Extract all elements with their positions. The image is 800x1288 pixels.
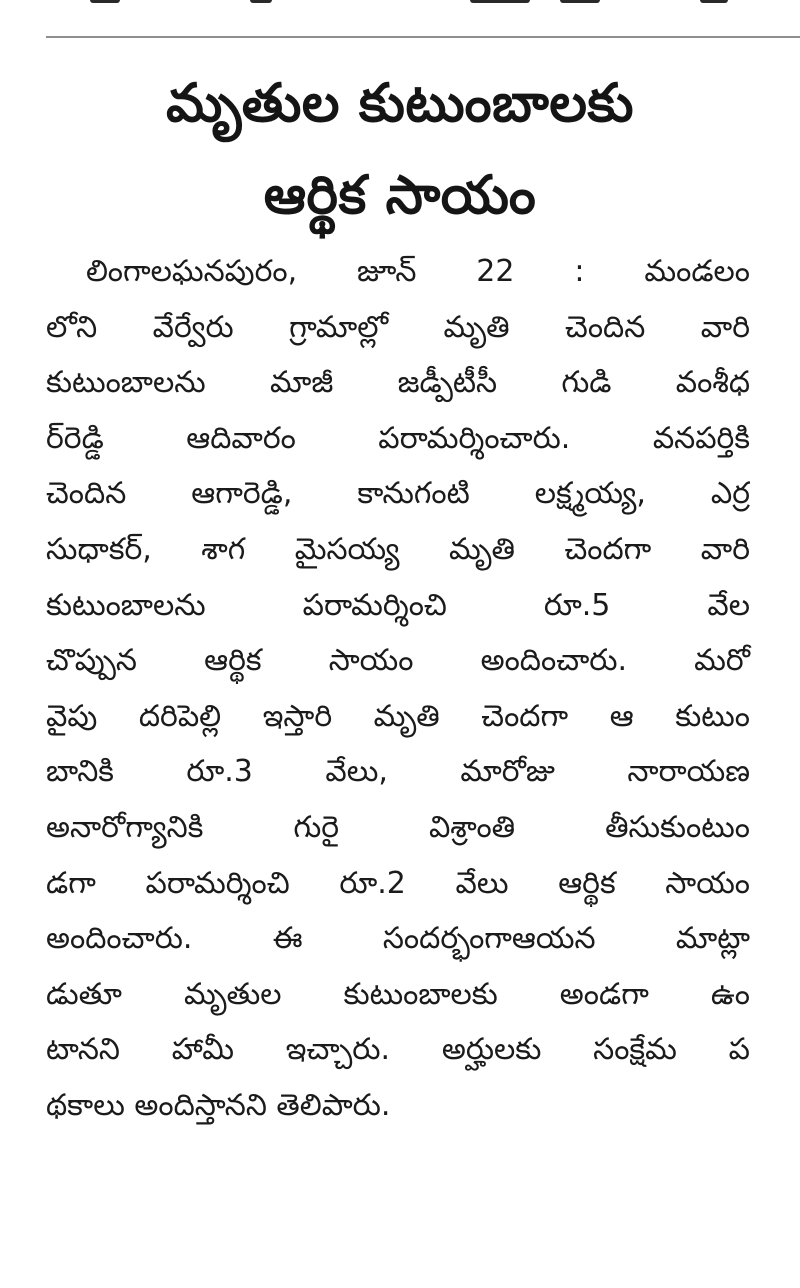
previous-article-fragment	[0, 0, 800, 8]
text-fragment	[250, 0, 272, 3]
body-line: చొప్పున ఆర్థిక సాయం అందించారు. మరో	[46, 643, 750, 679]
text-fragment	[470, 0, 530, 3]
article-body	[46, 244, 750, 1134]
headline-line: మృతుల కుటుంబాలకు	[166, 73, 634, 134]
body-line: అందించారు. ఈ సందర్భంగాఆయన మాట్లా	[46, 921, 750, 957]
body-line: థకాలు అందిస్తానని తెలిపారు.	[46, 1087, 391, 1123]
body-line: బానికి రూ.3 వేలు, మారోజు నారాయణ	[46, 754, 750, 790]
text-fragment	[90, 0, 120, 3]
body-line: అనారోగ్యానికి గురై విశ్రాంతి తీసుకుంటుం	[46, 809, 750, 845]
body-line: టానని హామీ ఇచ్చారు. అర్హులకు సంక్షేమ ప	[46, 1032, 750, 1068]
column-divider	[46, 36, 800, 38]
body-line: ర్‌రెడ్డి ఆదివారం పరామర్శించారు. వనపర్తికి	[46, 420, 750, 456]
body-line: సుధాకర్, శాగ మైసయ్య మృతి చెందగా వారి	[46, 531, 750, 567]
body-line: లింగాలఘనపురం, జూన్ 22 : మండలం	[86, 254, 750, 289]
text-fragment	[560, 0, 600, 3]
body-line: కుటుంబాలను మాజీ జడ్పీటీసీ గుడి వంశీధ	[46, 365, 750, 401]
article-headline	[50, 58, 750, 242]
body-line: చెందిన ఆగారెడ్డి, కానుగంటి లక్ష్మయ్య, ఎర్ర	[46, 476, 750, 512]
body-line: డుతూ మృతుల కుటుంబాలకు అండగా ఉం	[46, 976, 750, 1012]
body-line: కుటుంబాలను పరామర్శించి రూ.5 వేల	[46, 587, 750, 623]
body-line: లోని వేర్వేరు గ్రామాల్లో మృతి చెందిన వారి	[46, 309, 750, 345]
text-fragment	[700, 0, 728, 3]
headline-line: ఆర్థిక సాయం	[263, 165, 537, 226]
body-line: డగా పరామర్శించి రూ.2 వేలు ఆర్థిక సాయం	[46, 865, 750, 901]
body-line: వైపు దరిపెల్లి ఇస్తారి మృతి చెందగా ఆ కుటుం	[46, 698, 750, 734]
